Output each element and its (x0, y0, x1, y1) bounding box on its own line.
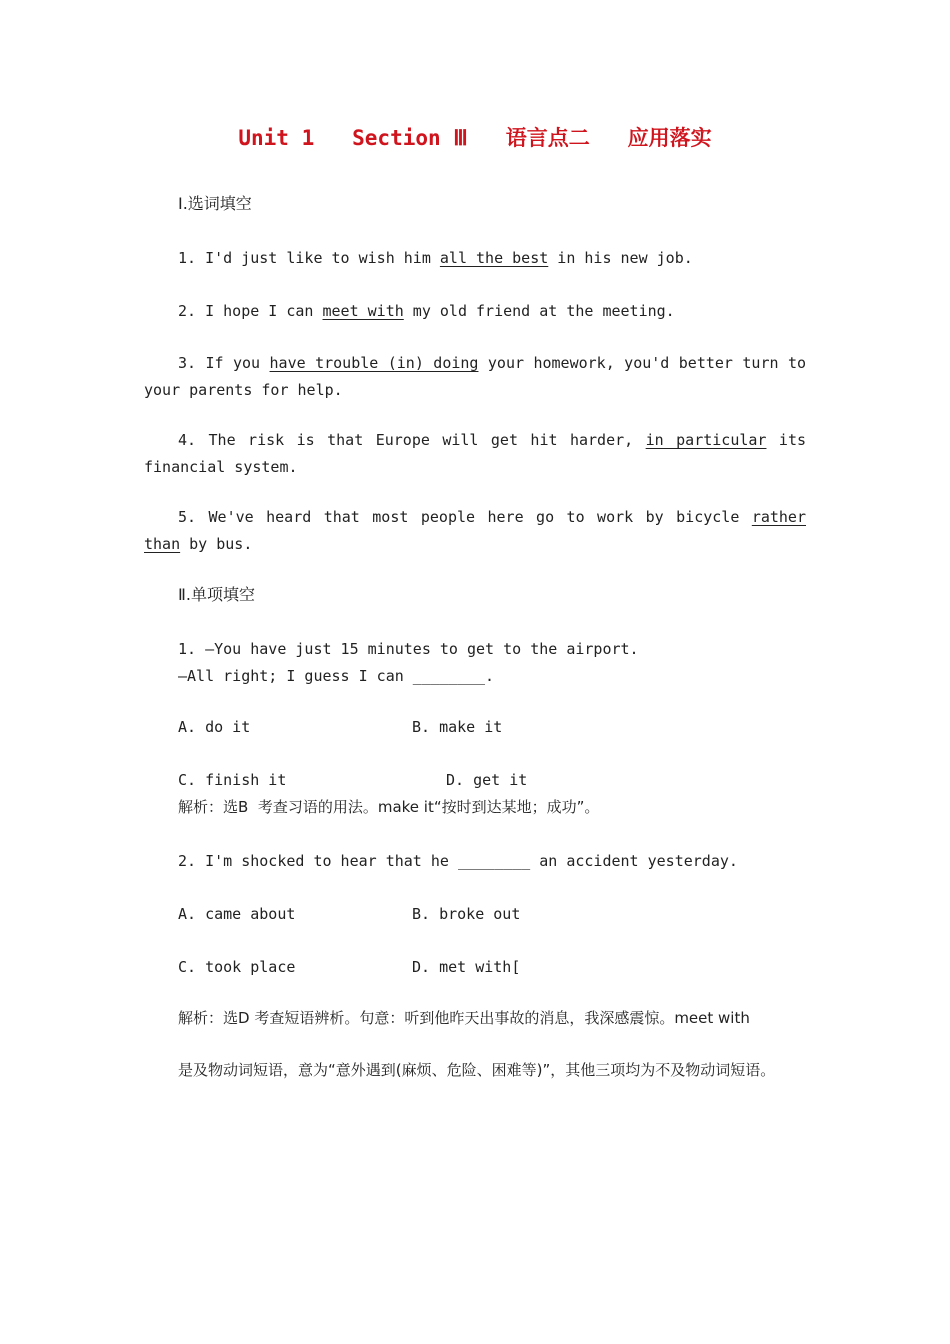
item-answer: have trouble (in) doing (269, 354, 479, 372)
item-number: 3. (178, 354, 197, 372)
question-2-analysis: 解析：选D 考查短语辨析。句意：听到他昨天出事故的消息，我深感震惊。meet with (178, 1009, 750, 1027)
item-answer: rather than (144, 508, 806, 553)
question-2-option-a: A. came about (178, 905, 296, 923)
item-number: 4. (178, 431, 197, 449)
question-2-option-c: C. took place (178, 958, 296, 976)
question-1-option-b: B. make it (412, 718, 503, 736)
section-1-heading: Ⅰ.选词填空 (178, 194, 252, 213)
question-2-option-b: B. broke out (412, 905, 521, 923)
question-1-analysis: 解析：选B 考查习语的用法。make it“按时到达某地；成功”。 (178, 798, 600, 816)
item-text-after: your homework, you'd better turn to your parents for help. (144, 354, 807, 399)
question-1-option-a: A. do it (178, 718, 251, 736)
item-text-after: my old friend at the meeting. (403, 302, 675, 320)
item-number: 2. (178, 302, 197, 320)
fill-item-1 (178, 248, 693, 268)
item-answer: in particular (645, 431, 767, 449)
question-1-option-c: C. finish it (178, 771, 287, 789)
section-2-heading: Ⅱ.单项填空 (178, 585, 255, 604)
fill-item-4 (144, 427, 806, 481)
question-2-analysis-continued: 是及物动词短语，意为“意外遇到(麻烦、危险、困难等)”，其他三项均为不及物动词短语。 (178, 1061, 776, 1079)
page-title: Unit 1 Section Ⅲ 语言点二 应用落实 (238, 126, 712, 150)
item-answer: all the best (439, 249, 549, 267)
item-text-after: by bus. (180, 535, 253, 553)
fill-item-2 (178, 301, 675, 321)
question-1-option-d: D. get it (446, 771, 528, 789)
item-answer: meet with (322, 302, 404, 320)
question-2-prompt: 2. I'm shocked to hear that he ________ an accident yesterday. (178, 852, 738, 870)
fill-item-3 (144, 350, 806, 404)
item-number: 5. (178, 508, 197, 526)
item-text-before: I hope I can (196, 302, 323, 320)
fill-item-5 (144, 504, 806, 558)
item-text-after: in his new job. (548, 249, 693, 267)
item-text-before: The risk is that Europe will get hit harder, (196, 431, 646, 449)
item-text-after: its financial system. (144, 431, 807, 476)
item-text-before: If you (196, 354, 270, 372)
question-1-response: —All right; I guess I can ________. (178, 667, 495, 685)
item-text-before: We've heard that most people here go to work by bicycle (196, 508, 752, 526)
item-text-before: I'd just like to wish him (196, 249, 440, 267)
item-number: 1. (178, 249, 197, 267)
question-2-option-d: D. met with[ (412, 958, 521, 976)
question-1-prompt: 1. —You have just 15 minutes to get to the airport. (178, 640, 639, 658)
